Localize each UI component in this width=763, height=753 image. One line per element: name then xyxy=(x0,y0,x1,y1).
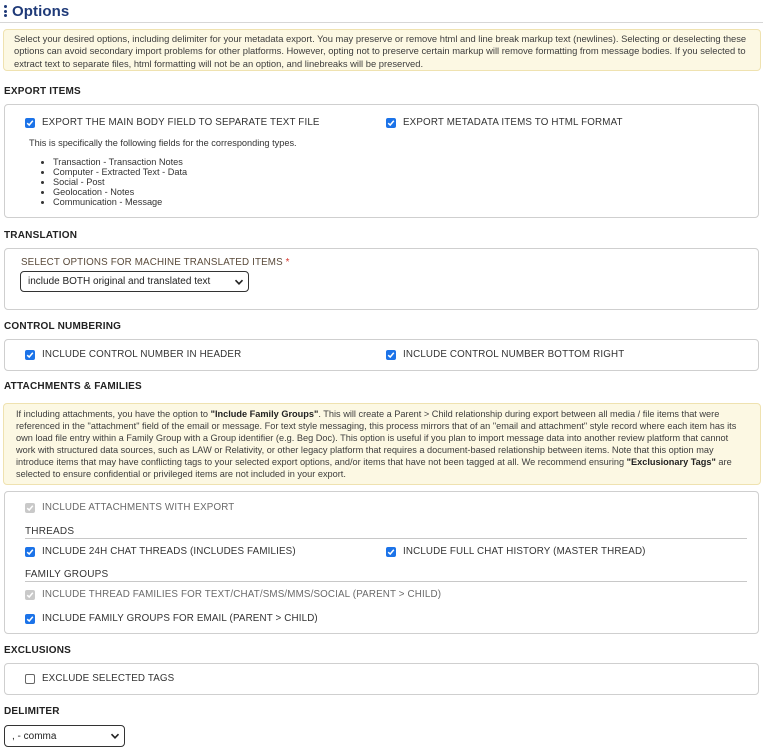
include-24h-chat-checkbox[interactable] xyxy=(25,546,296,557)
list-item: Geolocation - Notes xyxy=(39,187,187,197)
checkbox-disabled-icon[interactable] xyxy=(25,590,35,600)
list-item: Computer - Extracted Text - Data xyxy=(39,167,187,177)
export-main-body-label: EXPORT THE MAIN BODY FIELD TO SEPARATE TEXT FILE xyxy=(42,117,320,128)
email-families-checkbox[interactable] xyxy=(25,613,318,624)
attachments-notice: If including attachments, you have the option to "Include Family Groups". This will create a Parent > Child relationship during export between all media / file items that were referenced in the "attachment" field of the email or message. For text style messaging, this process mirrors that of an "email and attachment" style record where each item has its own load file entry within a Family Group with a Group identifier (e.g. Beg Doc). This option is useful if you plan to import message data into another review platform that cannot work with structured data sources, such as LAW or Relativity, or other legacy platform that requires a document-based relationship between items. Note that this option may introduce items that may have conflicting tags to your selected export options, and/or items that have not been tagged at all. We recommend ensuring "Exclusionary Tags" are selected to ensure confidential or privileged items are not included in your export. xyxy=(3,403,761,485)
checkbox-checked-icon[interactable] xyxy=(386,118,396,128)
export-metadata-html-checkbox[interactable] xyxy=(386,117,623,128)
include-full-history-label: INCLUDE FULL CHAT HISTORY (MASTER THREAD) xyxy=(403,546,646,557)
checkbox-checked-icon[interactable] xyxy=(25,547,35,557)
delimiter-label: DELIMITER xyxy=(4,706,60,717)
translation-label: TRANSLATION xyxy=(4,230,78,241)
exclusions-label: EXCLUSIONS xyxy=(4,645,72,656)
list-item: Communication - Message xyxy=(39,197,187,207)
checkbox-checked-icon[interactable] xyxy=(386,547,396,557)
attachments-families-label: ATTACHMENTS & FAMILIES xyxy=(4,381,142,392)
intro-notice-text: Select your desired options, including delimiter for your metadata export. You may preserve or remove html and line break markup text (newlines). Selecting or deselecting these options can avoid secondary import problems for other platforms. However, opting not to preserve certain markup will remove formatting from message bodies. If you selected to extract text to separate files, html formatting will not be an option, and linebreaks will be preserved. xyxy=(14,33,747,69)
required-marker: * xyxy=(285,257,290,268)
checkbox-unchecked-icon[interactable] xyxy=(25,674,35,684)
control-number-bottom-right-label: INCLUDE CONTROL NUMBER BOTTOM RIGHT xyxy=(403,349,625,360)
list-item: Social - Post xyxy=(39,177,187,187)
list-item: Transaction - Transaction Notes xyxy=(39,157,187,167)
control-number-header-label: INCLUDE CONTROL NUMBER IN HEADER xyxy=(42,349,242,360)
kebab-menu-icon[interactable] xyxy=(4,5,7,17)
export-metadata-html-label: EXPORT METADATA ITEMS TO HTML FORMAT xyxy=(403,117,623,128)
page-title: Options xyxy=(12,2,70,20)
control-number-header-checkbox[interactable] xyxy=(25,349,241,360)
options-header xyxy=(2,0,69,22)
thread-families-label: INCLUDE THREAD FAMILIES FOR TEXT/CHAT/SMS/MMS/SOCIAL (PARENT > CHILD) xyxy=(42,589,442,600)
checkbox-checked-icon[interactable] xyxy=(25,614,35,624)
threads-heading: THREADS xyxy=(25,526,75,537)
checkbox-disabled-icon[interactable] xyxy=(25,503,35,513)
control-numbering-panel xyxy=(4,339,759,371)
export-fields-description: This is specifically the following fields for the corresponding types. xyxy=(29,138,297,148)
family-groups-heading: FAMILY GROUPS xyxy=(25,569,109,580)
email-families-label: INCLUDE FAMILY GROUPS FOR EMAIL (PARENT > CHILD) xyxy=(42,613,318,624)
control-number-bottom-right-checkbox[interactable] xyxy=(386,349,624,360)
export-items-label: EXPORT ITEMS xyxy=(4,86,81,97)
intro-notice xyxy=(3,29,761,71)
checkbox-checked-icon[interactable] xyxy=(25,350,35,360)
export-fields-list xyxy=(39,157,187,207)
exclusions-panel xyxy=(4,663,759,695)
exclude-selected-tags-checkbox[interactable] xyxy=(25,673,174,684)
title-divider xyxy=(0,22,763,23)
thread-families-checkbox[interactable] xyxy=(25,589,441,600)
machine-translation-label: SELECT OPTIONS FOR MACHINE TRANSLATED ITEMS * xyxy=(21,257,290,268)
export-items-panel xyxy=(4,104,759,218)
delimiter-select[interactable] xyxy=(4,725,125,747)
translation-panel xyxy=(4,248,759,310)
include-attachments-checkbox[interactable] xyxy=(25,502,234,513)
export-main-body-checkbox[interactable] xyxy=(25,117,320,128)
include-attachments-label: INCLUDE ATTACHMENTS WITH EXPORT xyxy=(42,502,235,513)
machine-translation-select[interactable] xyxy=(20,271,249,292)
delimiter-value: , - comma xyxy=(12,730,57,742)
control-numbering-label: CONTROL NUMBERING xyxy=(4,321,122,332)
checkbox-checked-icon[interactable] xyxy=(386,350,396,360)
chevron-down-icon xyxy=(234,277,244,287)
include-24h-chat-label: INCLUDE 24H CHAT THREADS (INCLUDES FAMILIES) xyxy=(42,546,296,557)
chevron-down-icon xyxy=(110,731,120,741)
exclude-selected-tags-label: EXCLUDE SELECTED TAGS xyxy=(42,673,175,684)
attachments-panel xyxy=(4,491,759,634)
include-full-history-checkbox[interactable] xyxy=(386,546,646,557)
threads-divider xyxy=(25,538,747,539)
machine-translation-value: include BOTH original and translated text xyxy=(28,276,211,287)
family-groups-divider xyxy=(25,581,747,582)
checkbox-checked-icon[interactable] xyxy=(25,118,35,128)
